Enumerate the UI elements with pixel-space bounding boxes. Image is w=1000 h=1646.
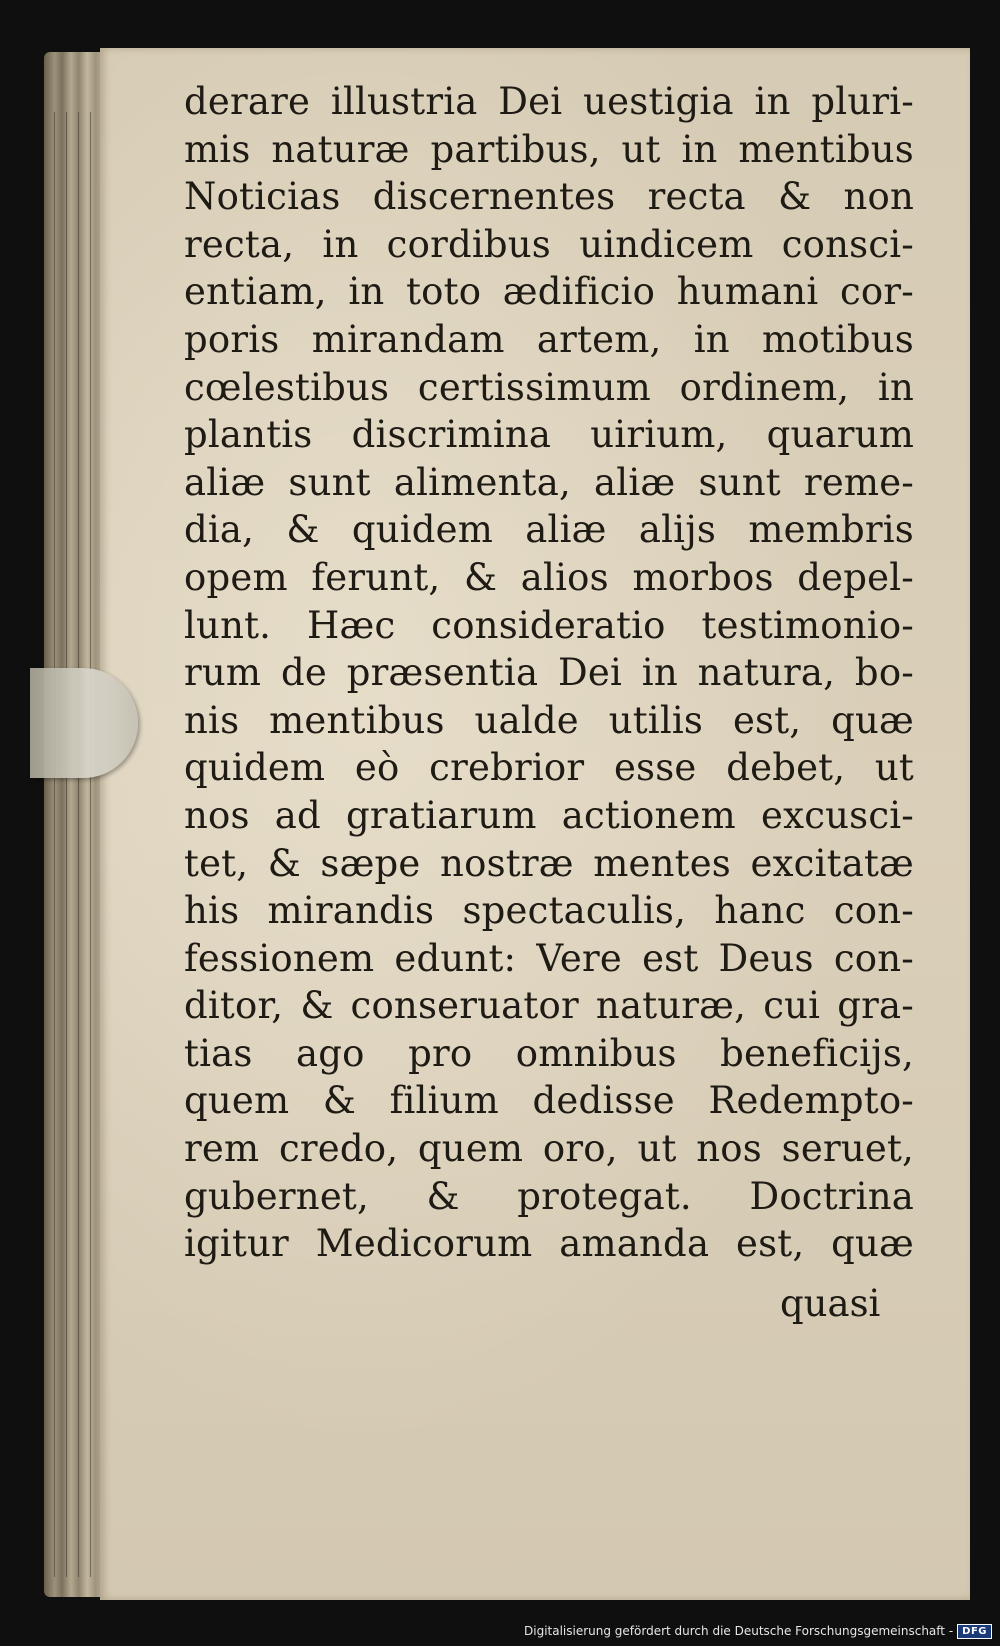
text-line: Noticias discernentes recta & non [184,175,914,219]
text-line: poris mirandam artem, in motibus [184,317,914,361]
text-line: entiam, in toto ædificio humani cor- [184,270,914,314]
text-line: derare illustria Dei uestigia in pluri- [184,80,914,123]
text-line: igitur Medicorum amanda est, quæ [184,1222,914,1266]
text-line: lunt. Hæc consideratio testimonio- [184,603,914,647]
text-line: quidem eò crebrior esse debet, ut [184,746,914,790]
text-line: rem credo, quem oro, ut nos seruet, [184,1127,914,1171]
text-line: fessionem edunt: Vere est Deus con- [184,936,914,980]
text-line: recta, in cordibus uindicem consci- [184,222,914,266]
text-line: gubernet, & protegat. Doctrina [184,1174,914,1218]
page-text [184,78,914,1268]
text-line: dia, & quidem aliæ alijs membris [184,508,914,552]
text-line: nos ad gratiarum actionem excusci- [184,793,914,837]
text-line: opem ferunt, & alios morbos depel- [184,555,914,599]
text-line: aliæ sunt alimenta, aliæ sunt reme- [184,460,914,504]
text-line: his mirandis spectaculis, hanc con- [184,889,914,933]
page-tab-marker [30,668,138,778]
dfg-logo: DFG [957,1624,992,1639]
text-line: tias ago pro omnibus beneficijs, [184,1031,914,1075]
text-line: rum de præsentia Dei in natura, bo- [184,651,914,695]
text-line: mis naturæ partibus, ut in mentibus [184,127,914,171]
text-line: ditor, & conseruator naturæ, cui gra- [184,984,914,1028]
text-line: tet, & sæpe nostræ mentes excitatæ [184,841,914,885]
text-line: plantis discrimina uirium, quarum [184,413,914,457]
text-line: cœlestibus certissimum ordinem, in [184,365,914,409]
text-line: nis mentibus ualde utilis est, quæ [184,698,914,742]
text-line: quem & filium dedisse Redempto- [184,1079,914,1123]
credit-text: Digitalisierung gefördert durch die Deutsche Forschungsgemeinschaft - [524,1624,954,1638]
page-stack-edges [44,52,104,1597]
digitization-credit [524,1622,992,1640]
catchword: quasi [780,1282,881,1325]
